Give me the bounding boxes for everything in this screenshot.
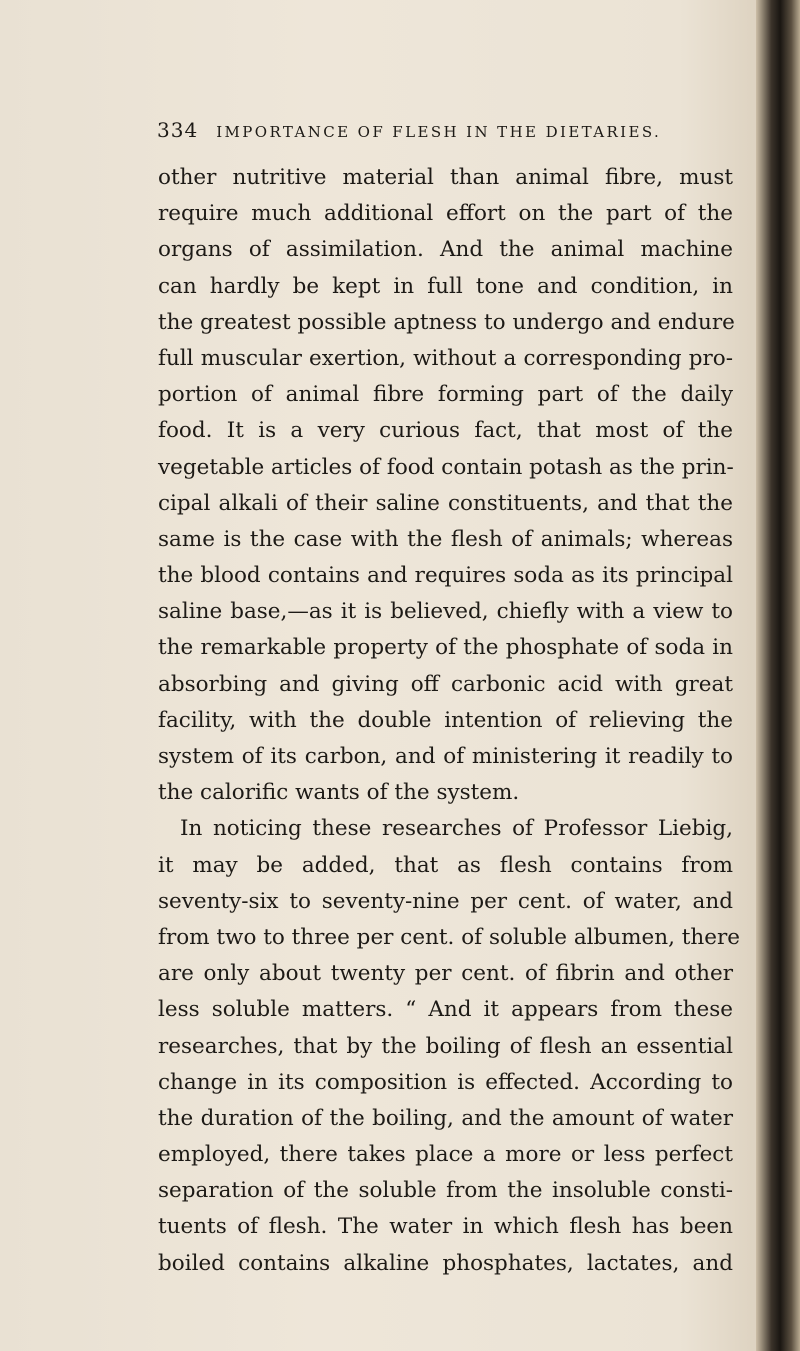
text-line: full muscular exertion, without a corresponding pro- — [158, 345, 733, 371]
text-line: can hardly be kept in full tone and condition, in — [158, 273, 733, 299]
text-line: organs of assimilation. And the animal machine — [158, 237, 733, 263]
page-header — [157, 118, 717, 148]
paragraph-start-line: In noticing these researches of Professor Liebig, — [180, 816, 733, 842]
text-line: seventy-six to seventy-nine per cent. of water, and — [158, 888, 733, 914]
text-line: employed, there takes place a more or less perfect — [158, 1142, 733, 1168]
text-line: saline base,—as it is believed, chiefly with a view to — [158, 599, 733, 625]
text-line: change in its composition is effected. According to — [158, 1069, 733, 1095]
text-line: food. It is a very curious fact, that most of the — [158, 418, 733, 444]
page-number: 334 — [157, 118, 199, 142]
text-line: from two to three per cent. of soluble albumen, there — [158, 924, 740, 950]
running-head: IMPORTANCE OF FLESH IN THE DIETARIES. — [216, 123, 662, 141]
text-line: vegetable articles of food contain potash as the prin- — [158, 454, 734, 480]
text-line: are only about twenty per cent. of fibrin and other — [158, 961, 733, 987]
text-line: other nutritive material than animal fibre, must — [158, 165, 733, 190]
text-line: the greatest possible aptness to undergo and endure — [158, 309, 735, 335]
text-line: tuents of flesh. The water in which flesh has been — [158, 1214, 733, 1240]
body-text — [158, 160, 740, 1282]
text-line: the blood contains and requires soda as its principal — [158, 563, 733, 589]
text-line: the remarkable property of the phosphate of soda in — [158, 635, 733, 661]
text-line: same is the case with the flesh of animals; whereas — [158, 526, 733, 552]
text-line: require much additional effort on the part of the — [158, 201, 733, 227]
text-line: separation of the soluble from the insoluble consti- — [158, 1178, 733, 1204]
text-line: facility, with the double intention of relieving the — [158, 707, 733, 733]
text-line: it may be added, that as flesh contains from — [158, 852, 733, 878]
text-line: researches, that by the boiling of flesh an essential — [158, 1033, 733, 1059]
text-line: the duration of the boiling, and the amount of water — [158, 1105, 733, 1131]
text-line: absorbing and giving off carbonic acid with great — [158, 671, 733, 697]
text-line: portion of animal fibre forming part of the daily — [158, 382, 733, 408]
text-line: the calorific wants of the system. — [158, 780, 520, 806]
text-line: system of its carbon, and of ministering it readily to — [158, 744, 733, 769]
book-binding-gutter — [756, 0, 800, 1351]
text-line: cipal alkali of their saline constituents, and that the — [158, 490, 733, 516]
text-line: boiled contains alkaline phosphates, lactates, and — [158, 1250, 733, 1276]
text-line: less soluble matters. “ And it appears from these — [158, 997, 733, 1023]
